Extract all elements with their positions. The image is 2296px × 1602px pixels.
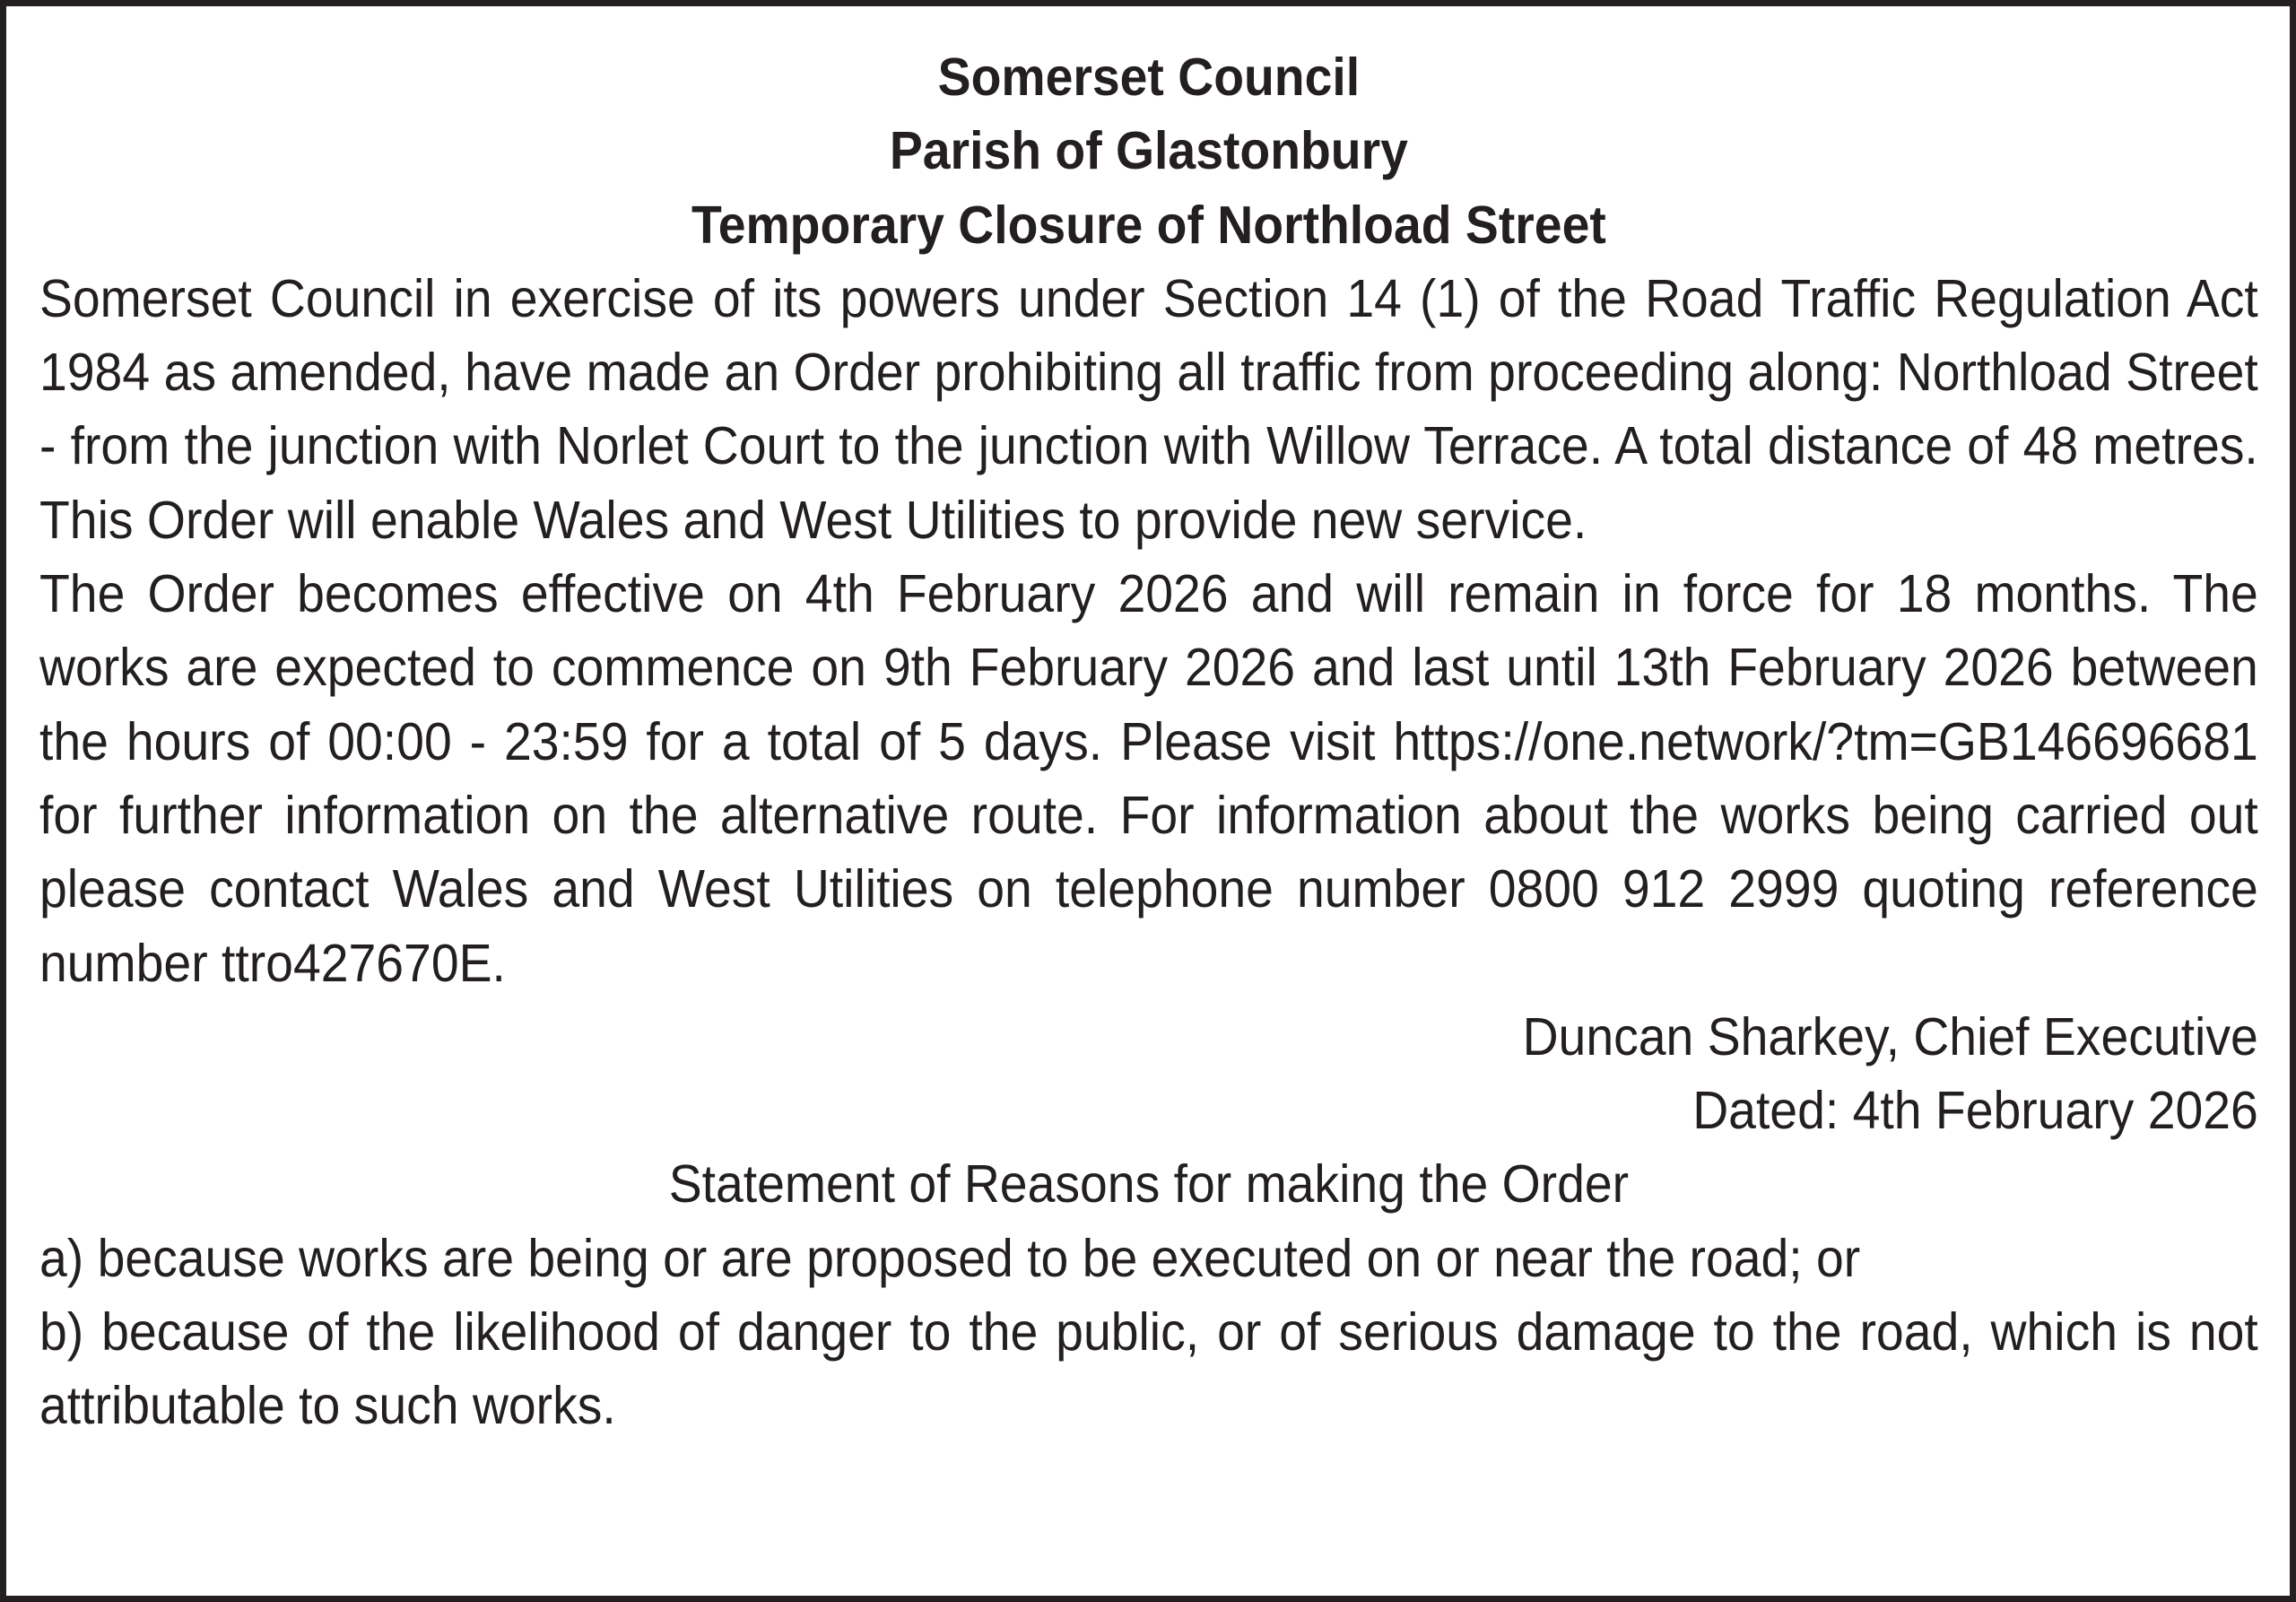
order-paragraph: Somerset Council in exercise of its powers under Section 14 (1) of the Road Traffic Regulation Act 1984 as amended, have made an Order prohibiting all traffic from proceeding along: Northload Street - from the junction with Norlet Court to the junction with Willow Terrace. A total distance of 48 metres. This Order will enable Wales and West Utilities to provide new service. xyxy=(39,267,2258,550)
reasons-heading: Statement of Reasons for making the Order xyxy=(668,1154,1630,1215)
heading-council: Somerset Council xyxy=(937,47,1361,107)
reason-a: a) because works are being or are proposed to be executed on or near the road; or xyxy=(39,1227,1861,1288)
heading-title: Temporary Closure of Northload Street xyxy=(691,194,1606,255)
heading-parish: Parish of Glastonbury xyxy=(889,120,1408,181)
details-paragraph: The Order becomes effective on 4th February 2026 and will remain in force for 18 months. The works are expected to commence on 9th February 2026 and last until 13th February 2026 between the hours of 00:00 - 23:59 for a total of 5 days. Please visit https://one.network/?tm=GB146696681 for further information on the alternative route. For information about the works being carried out please contact Wales and West Utilities on telephone number 0800 912 2999 quoting reference number ttro427670E. xyxy=(39,563,2258,993)
reason-b: b) because of the likelihood of danger to the public, or of serious damage to the road, which is not attributable to such works. xyxy=(39,1302,2258,1436)
signature-date: Dated: 4th February 2026 xyxy=(1692,1080,2258,1141)
notice-content xyxy=(39,40,2258,1443)
signature-name: Duncan Sharkey, Chief Executive xyxy=(1522,1006,2258,1067)
